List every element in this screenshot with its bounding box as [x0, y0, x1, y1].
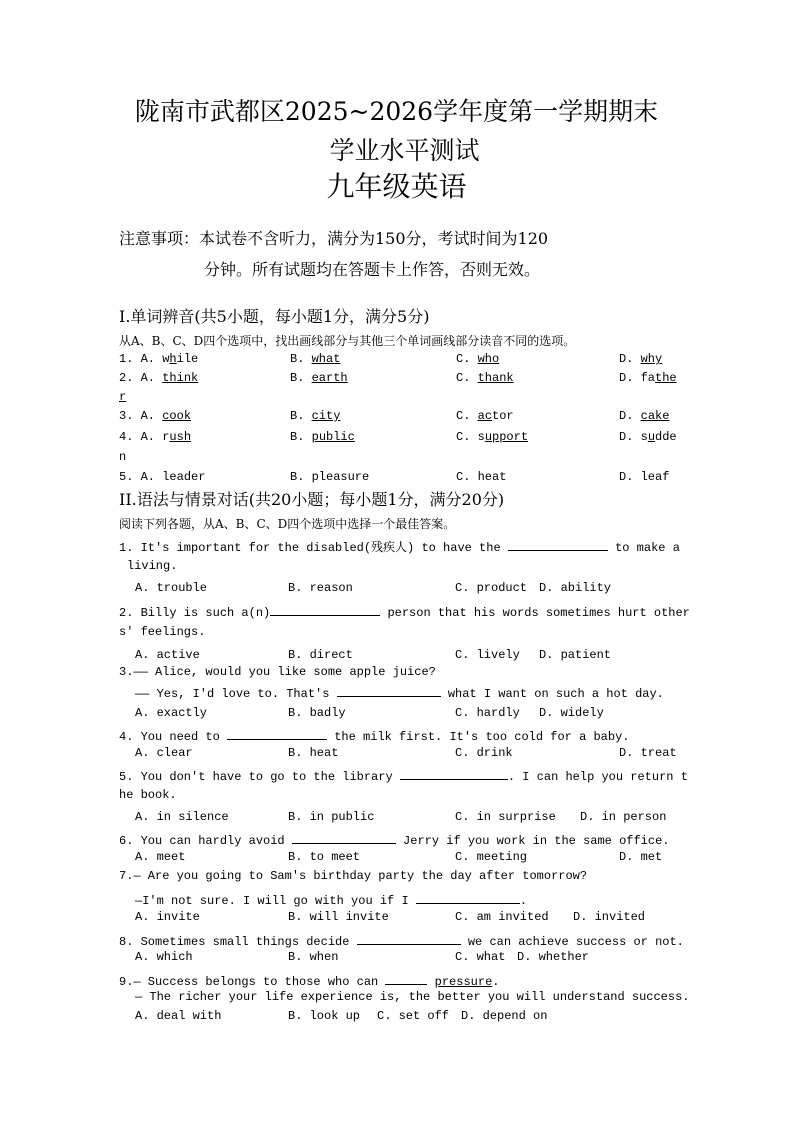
s1-q4-opt-b: B. public	[290, 430, 355, 444]
s1-q5-opt-a: 5. A. leader	[119, 470, 206, 484]
s2-q8-opt-c: C. what	[455, 950, 506, 964]
s2-q6-opt-a: A. meet	[135, 850, 186, 864]
s2-q5-opt-d: D. in person	[580, 810, 667, 824]
answer-blank	[357, 932, 461, 945]
s2-q1-stem-wrap: living.	[127, 559, 178, 573]
answer-blank	[337, 684, 441, 697]
s2-q8-opt-a: A. which	[135, 950, 193, 964]
s2-q3-opt-b: B. badly	[288, 706, 346, 720]
s2-q4-opt-c: C. drink	[455, 746, 513, 760]
s1-q1-number: 1. A. while	[119, 352, 199, 366]
s2-q5-opt-c: C. in surprise	[455, 810, 556, 824]
s2-q2-stem: 2. Billy is such a(n) person that his words sometimes hurt other	[119, 603, 690, 620]
s2-q3-opt-c: C. hardly	[455, 706, 520, 720]
s2-q4-opt-b: B. heat	[288, 746, 339, 760]
s1-q4-opt-a: 4. A. rush	[119, 430, 192, 444]
s2-q9-opt-d: D. depend on	[461, 1009, 548, 1023]
s2-q1-opt-b: B. reason	[288, 581, 353, 595]
s1-q4-opt-d: D. sudde	[619, 430, 677, 444]
exam-title-line2: 学业水平测试	[329, 136, 480, 165]
s2-q7-opt-c: C. am invited	[455, 910, 549, 924]
s2-q1-opt-a: A. trouble	[135, 581, 208, 595]
s2-q1-opt-d: D. ability	[539, 581, 612, 595]
s1-q5-opt-c: C. heat	[456, 470, 507, 484]
s2-q3-line2: —— Yes, I'd love to. That's what I want on such a hot day.	[135, 684, 664, 701]
s2-q7-opt-a: A. invite	[135, 910, 200, 924]
s2-q7-line1: 7.— Are you going to Sam's birthday party the day after tomorrow?	[119, 869, 588, 883]
s1-q3-opt-a: 3. A. cook	[119, 409, 192, 423]
s2-q5-opt-b: B. in public	[288, 810, 375, 824]
s2-q5-stem: 5. You don't have to go to the library . I can help you return t	[119, 767, 688, 784]
s1-q4-opt-c: C. support	[456, 430, 529, 444]
s2-q3-line1: 3.—— Alice, would you like some apple juice?	[119, 665, 436, 679]
answer-blank	[508, 538, 608, 551]
s1-q2-opt-a: 2. A. think	[119, 371, 199, 385]
s2-q4-opt-a: A. clear	[135, 746, 193, 760]
section2-heading: II.语法与情景对话(共20小题；每小题1分，满分20分)	[119, 490, 505, 509]
s1-q3-opt-c: C. actor	[456, 409, 514, 423]
s2-q9-opt-a: A. deal with	[135, 1009, 222, 1023]
s2-q2-stem-wrap: s' feelings.	[119, 625, 206, 639]
s2-q8-stem: 8. Sometimes small things decide we can achieve success or not.	[119, 932, 684, 949]
s2-q2-opt-c: C. lively	[455, 648, 520, 662]
answer-blank	[227, 727, 327, 740]
s1-q1-opt-d: D. why	[619, 352, 663, 366]
s2-q1-opt-c: C. product	[455, 581, 528, 595]
s2-q9-line1: 9.— Success belongs to those who can pressure.	[119, 972, 499, 989]
answer-blank	[270, 603, 380, 616]
s2-q8-opt-d: D. whether	[517, 950, 590, 964]
s2-q6-opt-b: B. to meet	[288, 850, 361, 864]
s2-q2-opt-b: B. direct	[288, 648, 353, 662]
s2-q8-opt-b: B. when	[288, 950, 339, 964]
exam-title-line1: 陇南市武都区2025~2026学年度第一学期期末	[134, 97, 659, 126]
s2-q3-opt-d: D. widely	[539, 706, 604, 720]
s2-q6-stem: 6. You can hardly avoid Jerry if you work in the same office.	[119, 831, 670, 848]
section1-instruction: 从A、B、C、D四个选项中，找出画线部分与其他三个单词画线部分读音不同的选项。	[119, 334, 576, 348]
s2-q9-opt-b: B. look up	[288, 1009, 361, 1023]
s2-q1-stem: 1. It's important for the disabled(残疾人) to have the to make a	[119, 538, 680, 555]
s1-q1-opt-a: while	[162, 352, 199, 366]
answer-blank	[385, 972, 427, 985]
s2-q6-opt-d: D. met	[619, 850, 663, 864]
s1-q4-opt-d-wrap: n	[119, 450, 127, 464]
notice-line1: 注意事项：本试卷不含听力，满分为150分，考试时间为120	[119, 229, 549, 248]
s2-q7-opt-d: D. invited	[573, 910, 646, 924]
s2-q3-opt-a: A. exactly	[135, 706, 208, 720]
answer-blank	[400, 767, 508, 780]
s1-q2-opt-b: B. earth	[290, 371, 348, 385]
s2-q2-opt-a: A. active	[135, 648, 200, 662]
answer-blank	[416, 891, 520, 904]
s2-q4-opt-d: D. treat	[619, 746, 677, 760]
s2-q2-opt-d: D. patient	[539, 648, 612, 662]
s1-q2-opt-d-wrap: r	[119, 390, 127, 404]
s1-q1-opt-b: B. what	[290, 352, 341, 366]
exam-subject-title: 九年级英语	[326, 170, 467, 203]
section2-instruction: 阅读下列各题，从A、B、C、D四个选项中选择一个最佳答案。	[119, 517, 456, 531]
s1-q1-opt-c: C. who	[456, 352, 500, 366]
notice-line2: 分钟。所有试题均在答题卡上作答，否则无效。	[204, 260, 541, 279]
s1-q5-opt-d: D. leaf	[619, 470, 670, 484]
s2-q7-line2: —I'm not sure. I will go with you if I .	[135, 891, 527, 908]
s2-q6-opt-c: C. meeting	[455, 850, 528, 864]
s1-q3-opt-d: D. cake	[619, 409, 670, 423]
s1-q2-opt-d: D. fathe	[619, 371, 677, 385]
answer-blank	[292, 831, 396, 844]
s2-q9-opt-c: C. set off	[377, 1009, 450, 1023]
s1-q5-opt-b: B. pleasure	[290, 470, 370, 484]
s2-q9-line2: — The richer your life experience is, the better you will understand success.	[135, 990, 690, 1004]
s2-q5-stem-wrap: he book.	[119, 788, 177, 802]
s1-q2-opt-c: C. thank	[456, 371, 514, 385]
s2-q7-opt-b: B. will invite	[288, 910, 389, 924]
section1-heading: I.单词辨音(共5小题，每小题1分，满分5分)	[119, 307, 430, 326]
s1-q3-opt-b: B. city	[290, 409, 341, 423]
s2-q4-stem: 4. You need to the milk first. It's too cold for a baby.	[119, 727, 629, 744]
s2-q5-opt-a: A. in silence	[135, 810, 229, 824]
